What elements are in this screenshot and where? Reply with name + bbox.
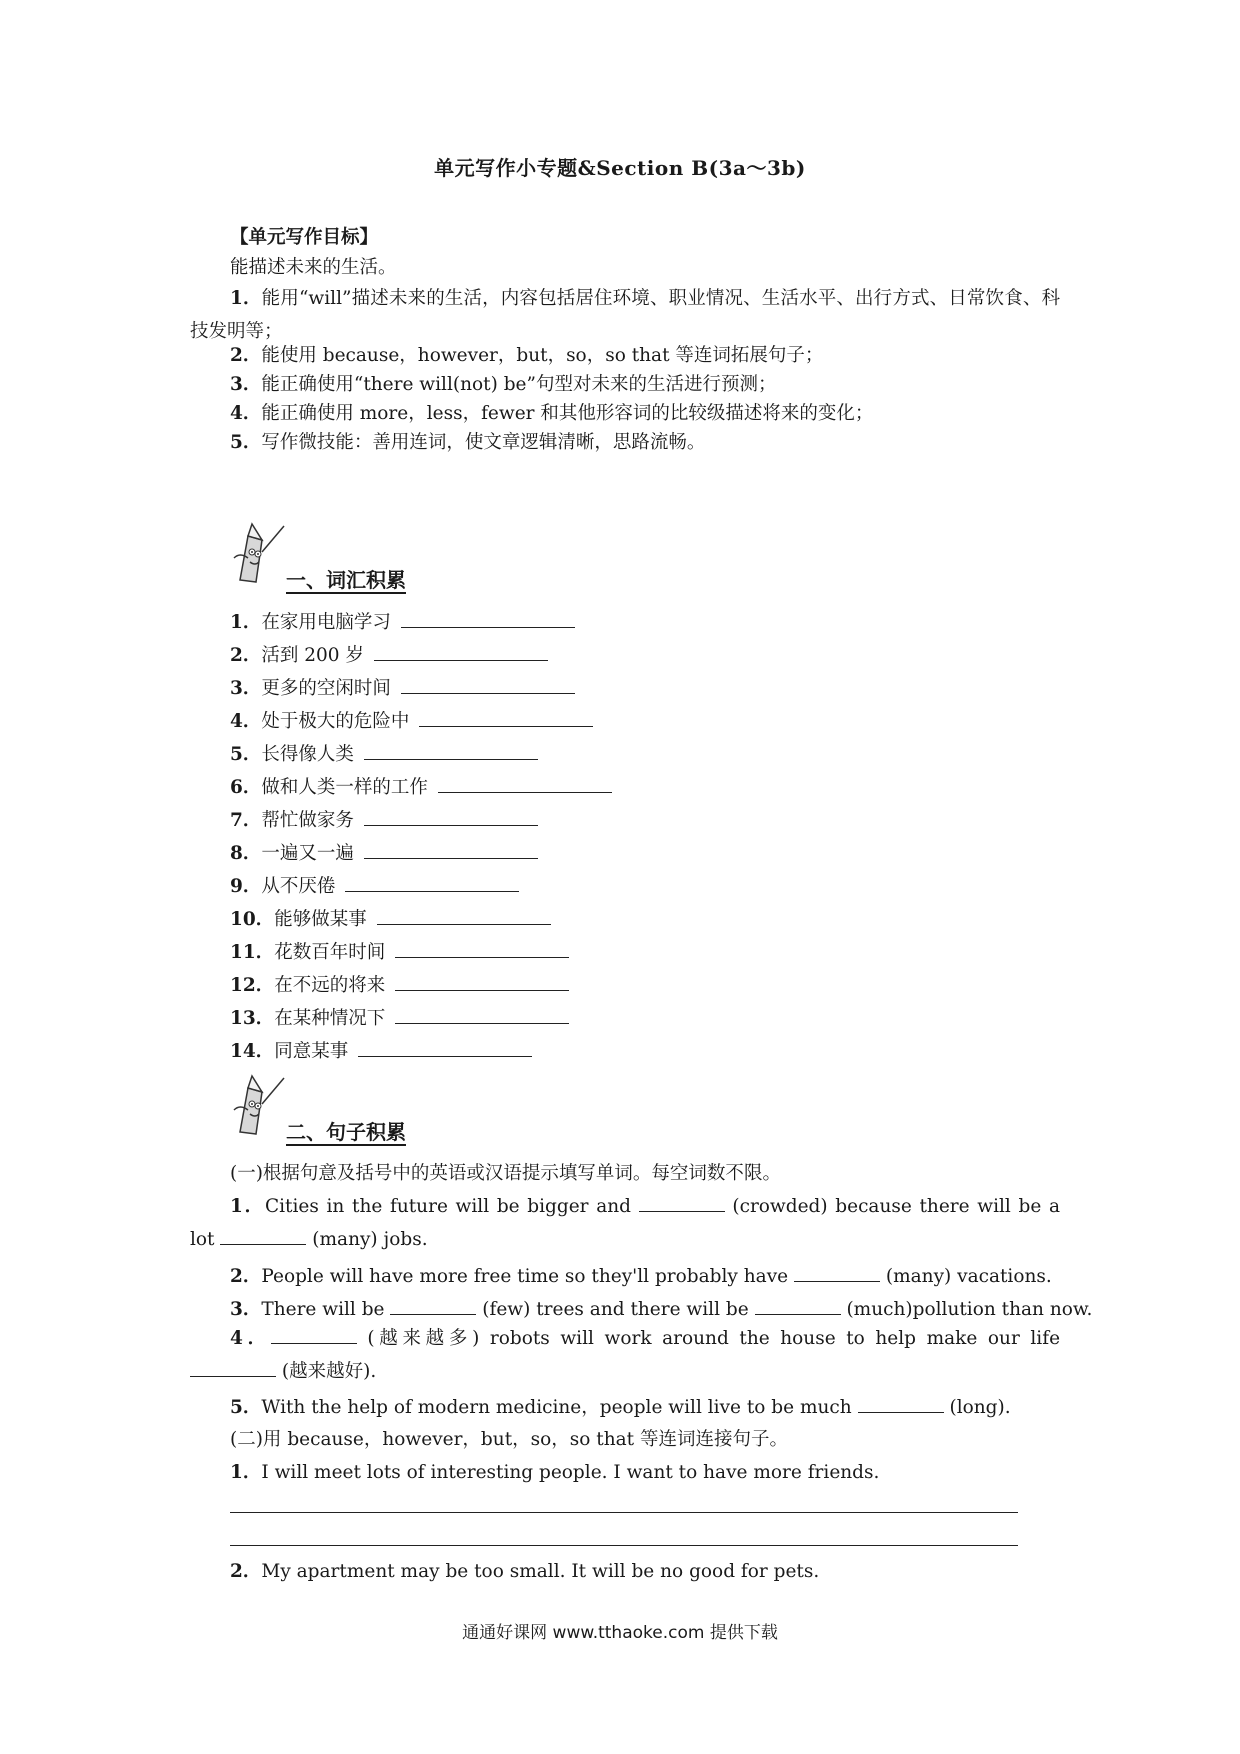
answer-blank[interactable]: [419, 709, 593, 727]
vocab-item-7: 7．帮忙做家务: [230, 808, 538, 833]
goal-item-1: 1．能用“will”描述未来的生活，内容包括居住环境、职业情况、生活水平、出行方式、日常饮食、科技发明等；: [190, 288, 1060, 342]
answer-blank[interactable]: [377, 907, 551, 925]
pencil-mascot-icon: [228, 522, 288, 584]
part1-instruction: (一)根据句意及括号中的英语或汉语提示填写单词。每空词数不限。: [230, 1163, 781, 1184]
fill-question-4: 4． (越来越多) robots will work around the house to help make our life (越来越好).: [190, 1322, 1060, 1388]
vocab-item-14: 14．同意某事: [230, 1039, 532, 1064]
vocab-item-4: 4．处于极大的危险中: [230, 709, 593, 734]
answer-line[interactable]: [230, 1512, 1018, 1513]
answer-blank[interactable]: [794, 1264, 880, 1282]
answer-blank[interactable]: [438, 775, 612, 793]
fill-question-5: 5．With the help of modern medicine，people will live to be much (long).: [230, 1397, 1011, 1418]
vocab-item-1: 1．在家用电脑学习: [230, 610, 575, 635]
vocab-item-13: 13．在某种情况下: [230, 1006, 569, 1031]
vocab-item-11: 11．花数百年时间: [230, 940, 569, 965]
fill-question-2: 2．People will have more free time so they'll probably have (many) vacations.: [230, 1266, 1052, 1287]
page-title: 单元写作小专题&Section B(3a～3b): [434, 156, 806, 180]
answer-blank[interactable]: [755, 1297, 841, 1315]
answer-line[interactable]: [230, 1545, 1018, 1546]
answer-blank[interactable]: [345, 874, 519, 892]
vocab-heading: 一、词汇积累: [286, 568, 406, 592]
goal-item-2: 2．能使用 because，however，but，so，so that 等连词拓展句子；: [230, 345, 824, 366]
pencil-mascot-icon: [228, 1074, 288, 1136]
answer-blank[interactable]: [271, 1326, 357, 1344]
vocab-item-6: 6．做和人类一样的工作: [230, 775, 612, 800]
answer-blank[interactable]: [639, 1194, 725, 1212]
goal-heading: 【单元写作目标】: [230, 227, 379, 248]
goal-item-5: 5．写作微技能：善用连词，使文章逻辑清晰，思路流畅。: [230, 432, 706, 453]
answer-blank[interactable]: [364, 808, 538, 826]
combine-question-2: 2．My apartment may be too small. It will be no good for pets.: [230, 1561, 820, 1582]
answer-blank[interactable]: [390, 1297, 476, 1315]
goal-intro: 能描述未来的生活。: [230, 257, 397, 278]
fill-question-3: 3．There will be (few) trees and there will be (much)pollution than now.: [230, 1299, 1093, 1320]
sentences-heading: 二、句子积累: [286, 1120, 406, 1144]
vocab-item-2: 2．活到 200 岁: [230, 643, 548, 668]
goal-item-4: 4．能正确使用 more，less，fewer 和其他形容词的比较级描述将来的变化；: [230, 403, 874, 424]
vocab-item-10: 10．能够做某事: [230, 907, 551, 932]
answer-blank[interactable]: [364, 841, 538, 859]
part2-instruction: (二)用 because，however，but，so，so that 等连词连接句子。: [230, 1429, 788, 1450]
answer-blank[interactable]: [401, 676, 575, 694]
combine-question-1: 1．I will meet lots of interesting people. I want to have more friends.: [230, 1462, 880, 1483]
vocab-item-3: 3．更多的空闲时间: [230, 676, 575, 701]
vocab-item-5: 5．长得像人类: [230, 742, 538, 767]
answer-blank[interactable]: [364, 742, 538, 760]
vocab-item-12: 12．在不远的将来: [230, 973, 569, 998]
fill-question-1: 1．Cities in the future will be bigger and (crowded) because there will be a lot (many) jobs.: [190, 1196, 1061, 1250]
vocab-item-9: 9．从不厌倦: [230, 874, 519, 899]
answer-blank[interactable]: [220, 1227, 306, 1245]
answer-blank[interactable]: [395, 1006, 569, 1024]
answer-blank[interactable]: [395, 973, 569, 991]
answer-blank[interactable]: [358, 1039, 532, 1057]
goal-item-3: 3．能正确使用“there will(not) be”句型对未来的生活进行预测；: [230, 374, 777, 395]
answer-blank[interactable]: [401, 610, 575, 628]
answer-blank[interactable]: [858, 1395, 944, 1413]
vocab-item-8: 8．一遍又一遍: [230, 841, 538, 866]
answer-blank[interactable]: [395, 940, 569, 958]
footer-text: 通通好课网 www.tthaoke.com 提供下载: [462, 1623, 778, 1643]
answer-blank[interactable]: [374, 643, 548, 661]
answer-blank[interactable]: [190, 1359, 276, 1377]
